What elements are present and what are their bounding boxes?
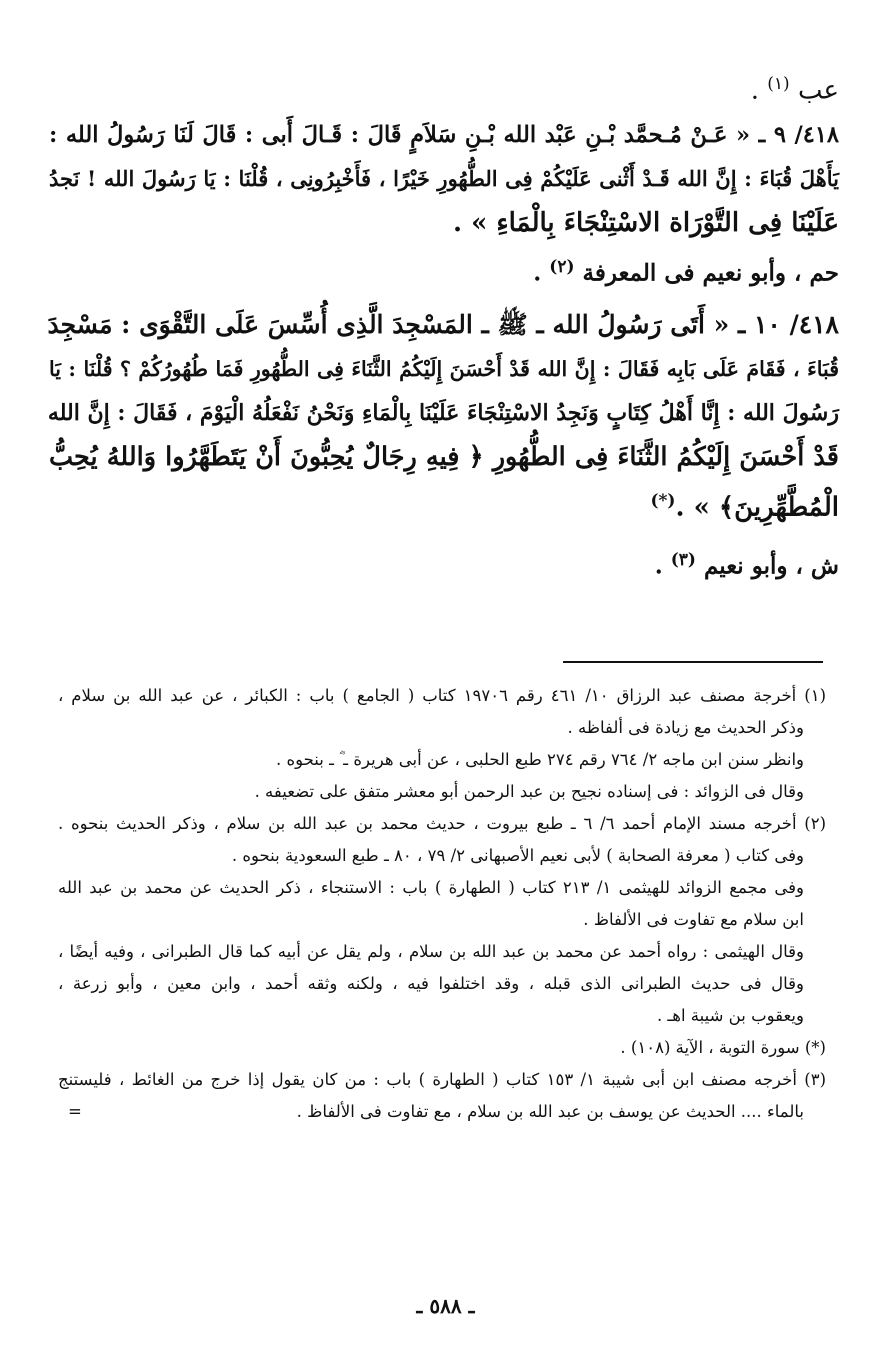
footnotes [58,680,826,1128]
hadith-9-line-2: يَأَهْلَ قُبَاءَ : إِنَّ الله قَـدْ أَثْنى عَلَيْكُمْ فِى الطُّهُورِ خَيْرًا ، فَأَخْبِرُونِى ، قُلْنَا : يَا رَسُولَ الله ! نَجدُ [49,165,839,191]
footnote-line: بالماء .... الحديث عن يوسف بن عبد الله بن سلام ، مع تفاوت فى الألفاظ . = [58,1096,826,1128]
footnote-line: (٢) أخرجه مسند الإمام أحمد ٦/ ٦ ـ طبع بيروت ، حديث محمد بن عبد الله بن سلام ، وذكر الحديث بنحوه . [58,814,827,833]
footnote-line: ويعقوب بن شيبة اهـ . [656,1006,804,1025]
footnote-line: وفى مجمع الزوائد للهيثمى ١/ ٢١٣ كتاب ( الطهارة ) باب : الاستنجاء ، ذكر الحديث عن محمد بن عبد الله [58,878,804,897]
footnote-line: ابن سلام مع تفاوت فى الألفاظ . [583,910,804,929]
footnote-separator [563,661,823,663]
footnote-line: وفى كتاب ( معرفة الصحابة ) لأبى نعيم الأصبهانى ٢/ ٧٩ ، ٨٠ ـ طبع السعودية بنحوه . [231,846,804,865]
hadith-9-line-3: عَلَيْنَا فِى التَّوْرَاة الاسْتِنْجَاءَ بِالْمَاءِ » . [453,207,839,238]
continuation-mark: = [68,1102,82,1121]
footnote-line: (٣) أخرجه مصنف ابن أبى شيبة ١/ ١٥٣ كتاب ( الطهارة ) باب : من كان يقول إذا خرج من الغائط ، فليستنج [58,1070,826,1089]
footnote-ref-1: (١) [767,74,790,94]
page-number: ـ ٥٨٨ ـ [416,1294,475,1318]
footnote-line: (١) أخرجة مصنف عبد الرزاق ١٠/ ٤٦١ رقم ١٩٧٠٦ كتاب ( الجامع ) باب : الكبائر ، عن عبد الله بن سلام ، [58,686,826,705]
hadith-10-line-3: رَسُولَ الله : إِنَّا أَهْلُ كِتَابٍ وَنَجِدُ الاسْتِنْجَاءَ عَلَيْنَا بِالْمَاءِ وَنَحْنُ نَفْعَلُهُ الْيَوْمَ ، فَقَالَ : إِنَّ الله [47,400,839,427]
hadith-10-line-5: الْمُطَّهِّرِينَ﴾ » .(*) [650,491,839,523]
hadith-10-line-1: ٤١٨/ ١٠ ـ « أَتَى رَسُولُ الله ـ ﷺ ـ المَسْجِدَ الَّذِى أُسِّسَ عَلَى التَّقْوَى : مَسْجِدَ [47,310,839,340]
main-line: عب $^{(١)}$ . [750,74,839,106]
source-line-2: ش ، وأبو نعيم $^{(٣)}$ . [654,549,839,580]
hadith-10-line-2: قُبَاءَ ، فَقَامَ عَلَى بَابِه فَقَالَ : إِنَّ الله قَدْ أَحْسَنَ إِلَيْكُمُ الثَّنَاءَ فِى الطُّهُورِ فَمَا طُهُورُكُمْ ؟ قُلْنَا : يَا [49,357,839,382]
footnote-line: (*) سورة التوبة ، الآية (١٠٨) . [620,1038,826,1057]
hadith-9-line-1: ٤١٨/ ٩ ـ « عَـنْ مُـحمَّد بْـنِ عَبْد الله بْـنِ سَلاَمٍ قَالَ : قَـالَ أَبى : قَالَ لَنَا رَسُولُ الله : [49,121,839,148]
hadith-10-line-4: قَدْ أَحْسَنَ إِلَيْكُمُ الثَّنَاءَ فِى الطُّهُورِ ﴿ فِيهِ رِجَالٌ يُحِبُّونَ أَنْ يَتَطَهَّرُوا وَاللهُ يُحِبُّ [49,442,839,473]
footnote-line: وقال الهيثمى : رواه أحمد عن محمد بن عبد الله بن سلام ، ولم يقل عن أبيه كما قال الطبرانى ، وفيه أيضًا ، [58,942,804,961]
footnote-ref-star: (*) [650,491,676,512]
source-line-1: حم ، وأبو نعيم فى المعرفة $^{(٢)}$ . [533,256,839,287]
footnote-ref-2: (٢) [549,256,575,277]
footnote-line: وذكر الحديث مع زيادة فى ألفاظه . [567,718,804,737]
footnote-line: وانظر سنن ابن ماجه ٢/ ٧٦٤ رقم ٢٧٤ طبع الحلبى ، عن أبى هريرة ـ ؓ ـ بنحوه . [275,750,804,769]
footnote-line: وقال فى حديث الطبرانى الذى قبله ، وقد اختلفوا فيه ، ولكنه وثقه أحمد ، وابن معين ، وأبو زرعة ، [58,974,804,993]
footnote-ref-3: (٣) [670,549,696,570]
footnote-line: وقال فى الزوائد : فى إسناده نجيح بن عبد الرحمن أبو معشر متفق على تضعيفه . [254,782,804,801]
main-text [49,62,839,589]
